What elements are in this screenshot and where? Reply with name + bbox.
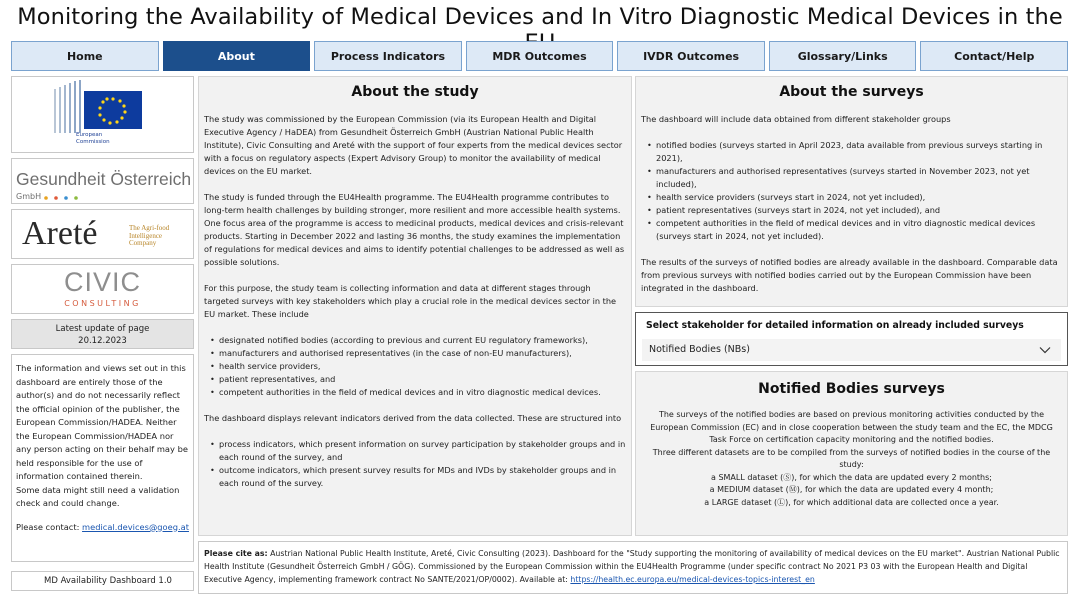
arete-tag-2: Intelligence — [129, 231, 163, 240]
ec-logo-line1: European — [76, 132, 103, 138]
disclaimer-text: The information and views set out in this dashboard are entirely those of the author(s) and do not necessarily reflect the official opinion of the publisher, the European Commission/HADEA. Neither the European Commission/HADEA nor any person acting on their behalf may be held responsible for the use of information contained therein. — [16, 363, 188, 481]
study-paragraph-1: The study was commissioned by the European Commission (via its European Health and Digital Executive Agency / HaDEA) from Gesundheit Österreich GmbH (Austrian National Public Health Institute), Civic Consulting and Areté with the support of four experts from the medical devices sector with a focus on regulatory aspects (Expert Advisory Group) to monitor the availability of medical devices on the EU market. — [204, 114, 623, 176]
list-item: • outcome indicators, which present survey results for MDs and IVDs by stakeholder groups and in each round of the survey. — [204, 464, 626, 490]
surveys-outro: The results of the surveys of notified bodies are already available in the dashboard. Comparable data from previous surveys with notified bodies carried out by the European Commission have been integrated in the dashboard. — [641, 257, 1058, 293]
arete-logo-name: Areté — [22, 215, 98, 252]
contact-line — [16, 521, 189, 535]
nav-ivdr-outcomes[interactable]: IVDR Outcomes — [617, 41, 765, 71]
disclaimer-note: Some data might still need a validation check and could change. — [16, 484, 180, 508]
contact-prefix: Please contact: — [16, 521, 80, 532]
update-label: Latest update of page — [55, 324, 150, 334]
nb-dataset-small: a SMALL dataset (Ⓢ), for which the data are updated every 2 months; — [711, 472, 992, 482]
civic-logo-sub: CONSULTING — [64, 299, 141, 308]
surveys-list — [641, 139, 1062, 243]
nb-paragraph-1: The surveys of the notified bodies are based on previous monitoring activities conducted by the European Commission (EC) and in close cooperation between the study team and the EC, the MDCG Task Force on certification capacity monitoring and the notified bodies. — [650, 410, 1053, 444]
list-item: • manufacturers and authorised representatives (surveys started in November 2023, not yet included), — [641, 165, 1062, 191]
civic-logo — [11, 264, 194, 314]
list-item: • patient representatives, and — [204, 373, 626, 386]
study-paragraph-4: The dashboard displays relevant indicators derived from the data collected. These are structured into — [204, 413, 622, 423]
nb-dataset-large: a LARGE dataset (Ⓛ), for which additional data are collected once a year. — [704, 497, 999, 507]
nb-paragraph-2: Three different datasets are to be compiled from the surveys of notified bodies in the course of the study: — [652, 447, 1051, 469]
nb-title: Notified Bodies surveys — [758, 381, 945, 397]
study-paragraph-2: The study is funded through the EU4Health programme. The EU4Health programme contributes to long-term health challenges by building stronger, more resilient and more accessible health systems. One focus area of the programme is access to medicinal products, medical devices and crisis-relevant products. Starting in December 2022 and lasting 36 months, the study examines the implementation of regulations for medical devices and aims to identify potential challenges to be addressed as well as possible solutions. — [204, 192, 625, 267]
arete-tag-1: The Agri-food — [129, 224, 170, 232]
list-item: • manufacturers and authorised representatives (in the case of non-EU manufacturers), — [204, 347, 626, 360]
chevron-down-icon — [1039, 346, 1051, 354]
goeg-logo — [11, 158, 194, 204]
indicator-list — [204, 438, 626, 490]
contact-email-link[interactable]: medical.devices@goeg.at — [82, 521, 189, 532]
nav-mdr-outcomes[interactable]: MDR Outcomes — [466, 41, 614, 71]
about-study-panel — [198, 76, 632, 536]
stakeholder-select-label: Select stakeholder for detailed information on already included surveys — [646, 320, 1024, 331]
goeg-logo-name: Gesundheit Österreich — [16, 169, 192, 189]
list-item: • health service providers, — [204, 360, 626, 373]
ec-logo-line2: Commission — [76, 138, 110, 145]
arete-tag-3: Company — [129, 239, 157, 247]
goeg-logo-sub: GmbH — [16, 192, 42, 201]
surveys-title: About the surveys — [779, 84, 924, 100]
nav-about[interactable]: About — [163, 41, 311, 71]
page-title: Monitoring the Availability of Medical Devices and In Vitro Diagnostic Medical Devices in the — [17, 4, 1063, 30]
list-item: • designated notified bodies (according to previous and current EU regulatory frameworks), — [204, 334, 626, 347]
stakeholder-dropdown-value: Notified Bodies (NBs) — [649, 344, 750, 355]
surveys-intro: The dashboard will include data obtained from different stakeholder groups — [641, 114, 951, 124]
stakeholder-list — [204, 334, 626, 399]
about-surveys-panel — [635, 76, 1068, 307]
nav-process-indicators[interactable]: Process Indicators — [314, 41, 462, 71]
cite-label: Please cite as: — [204, 549, 268, 558]
nav-glossary-links[interactable]: Glossary/Links — [769, 41, 917, 71]
list-item: • competent authorities in the field of medical devices and in vitro diagnostic medical devices. — [204, 386, 626, 399]
study-title: About the study — [351, 84, 479, 100]
nav-contact-help[interactable]: Contact/Help — [920, 41, 1068, 71]
citation-box — [198, 541, 1068, 594]
stakeholder-dropdown[interactable] — [642, 339, 1061, 361]
list-item: • patient representatives (surveys start in 2024, not yet included), and — [641, 204, 1062, 217]
cite-text: Austrian National Public Health Institute, Areté, Civic Consulting (2023). Dashboard for the "Study supporting the monitoring of availability of medical devices on the EU market". Austrian National Public Health Institute (Gesundheit Österreich GmbH / GÖG). Commissioned by the European Commission within the EU4Health Programme (under specific contract No 2021 P3 03 with the European Health and Digital Executive Agency, implementing framework contract No SANTE/2021/OP/0002). Available at: — [204, 549, 1060, 584]
notified-bodies-panel — [635, 371, 1068, 536]
latest-update — [11, 319, 194, 349]
list-item: • health service providers (surveys start in 2024, not yet included), — [641, 191, 1062, 204]
list-item: • notified bodies (surveys started in April 2023, data available from previous surveys starting in 2021), — [641, 139, 1062, 165]
update-date: 20.12.2023 — [78, 336, 127, 346]
nav-home[interactable]: Home — [11, 41, 159, 71]
main-nav — [11, 41, 1068, 71]
cite-url-link[interactable]: https://health.ec.europa.eu/medical-devices-topics-interest_en — [570, 574, 815, 584]
list-item: • process indicators, which present information on survey participation by stakeholder groups and in each round of the survey, and — [204, 438, 626, 464]
goeg-dots-icon — [42, 194, 82, 202]
arete-logo — [11, 209, 194, 259]
version-label: MD Availability Dashboard 1.0 — [11, 571, 194, 591]
civic-logo-name: CIVIC — [63, 267, 141, 297]
stakeholder-select-card — [635, 312, 1068, 366]
study-paragraph-3: For this purpose, the study team is collecting information and data at different stages through targeted surveys with key stakeholders which play a crucial role in the medical devices sector in the EU market. These include — [204, 283, 617, 319]
disclaimer — [11, 354, 194, 562]
european-commission-logo — [11, 76, 194, 153]
nb-dataset-medium: a MEDIUM dataset (Ⓜ), for which the data are updated every 4 month; — [709, 485, 994, 494]
sidebar — [11, 76, 194, 562]
list-item: • competent authorities in the field of medical devices and in vitro diagnostic medical devices (surveys start in 2024, not yet included). — [641, 217, 1062, 243]
